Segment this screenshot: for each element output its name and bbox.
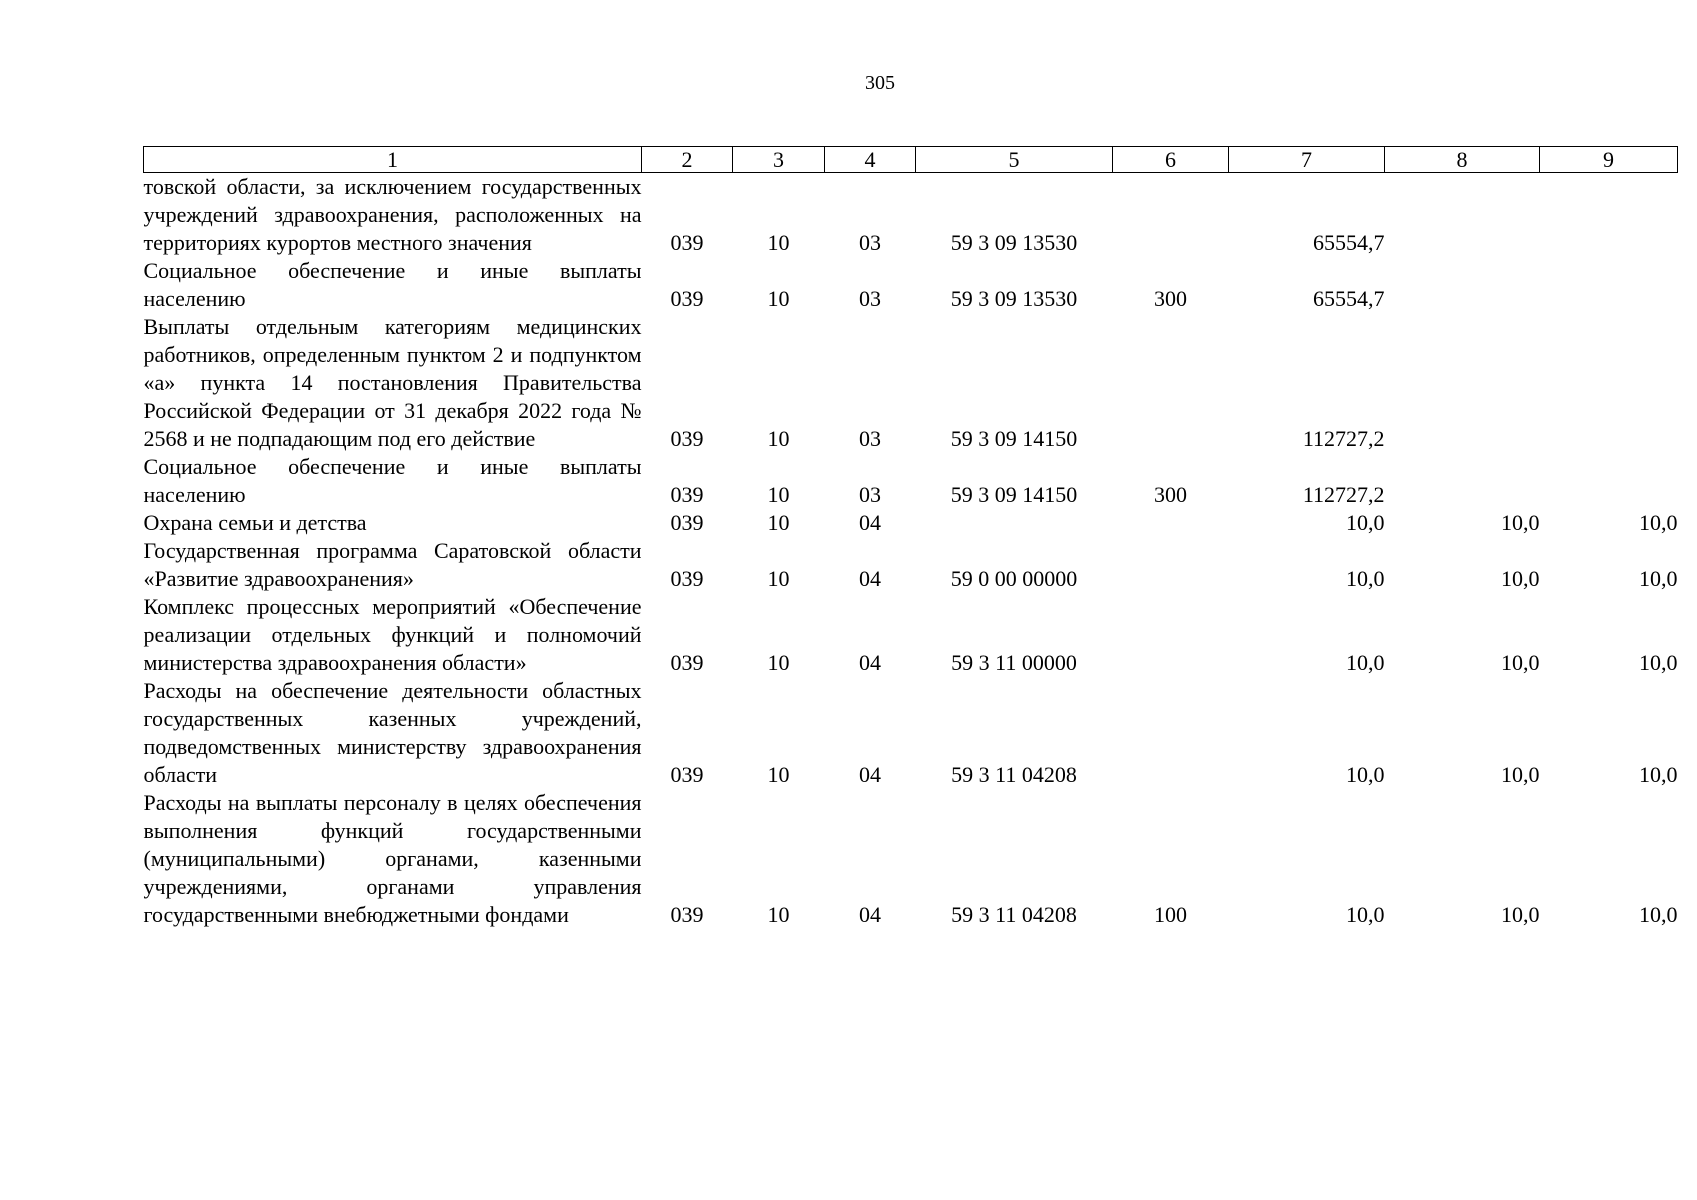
- section-code: 10: [767, 286, 790, 311]
- section-code: 10: [767, 566, 790, 591]
- header-col-8: 8: [1385, 147, 1540, 173]
- amount-col-9: 10,0: [1639, 902, 1678, 927]
- expense-type: [1113, 509, 1229, 537]
- table-row: [144, 257, 1678, 313]
- row-description: Расходы на выплаты персоналу в целях обеспечения выполнения функций государственными (муниципальными) органами, казенными учреждениями, органами управления государственными внебюджетными фондами: [143, 790, 642, 927]
- header-col-7: 7: [1229, 147, 1385, 173]
- amount-col-8: [1385, 173, 1540, 258]
- table-row: [144, 173, 1678, 258]
- header-col-4: 4: [825, 147, 916, 173]
- page-number: 305: [865, 72, 895, 94]
- header-col-3: 3: [733, 147, 825, 173]
- ministry-code: 039: [670, 230, 704, 255]
- expense-type: 100: [1154, 902, 1187, 927]
- section-code: 10: [767, 902, 790, 927]
- header-col-2: 2: [642, 147, 733, 173]
- target-article: 59 3 11 04208: [951, 902, 1077, 927]
- table-row: [144, 509, 1678, 537]
- section-code: 10: [767, 510, 790, 535]
- row-description: Выплаты отдельным категориям медицинских работников, определенным пунктом 2 и подпунктом «а» пункта 14 постановления Правительства Российской Федерации от 31 декабря 2022 года № 2568 и не подпадающим под его действие: [143, 314, 642, 451]
- ministry-code: 039: [670, 650, 704, 675]
- amount-col-9: 10,0: [1639, 510, 1678, 535]
- header-col-5: 5: [916, 147, 1113, 173]
- ministry-code: 039: [670, 902, 704, 927]
- subsection-code: 04: [859, 650, 881, 675]
- expense-type: [1113, 677, 1229, 789]
- ministry-code: 039: [670, 286, 704, 311]
- expense-type: 300: [1154, 286, 1187, 311]
- section-code: 10: [767, 650, 790, 675]
- header-row: [144, 147, 1678, 173]
- row-description: Охрана семьи и детства: [143, 510, 367, 535]
- amount-col-9: [1540, 313, 1678, 453]
- amount-col-7: 10,0: [1346, 566, 1385, 591]
- target-article: 59 3 09 13530: [950, 230, 1078, 255]
- expense-type: [1113, 593, 1229, 677]
- subsection-code: 03: [859, 230, 881, 255]
- amount-col-8: [1385, 453, 1540, 509]
- subsection-code: 03: [859, 482, 881, 507]
- amount-col-8: [1385, 257, 1540, 313]
- expense-type: 300: [1154, 482, 1187, 507]
- table-row: [144, 677, 1678, 789]
- amount-col-8: 10,0: [1501, 510, 1540, 535]
- section-code: 10: [767, 230, 790, 255]
- row-description: Расходы на обеспечение деятельности областных государственных казенных учреждений, подведомственных министерству здравоохранения области: [143, 678, 642, 787]
- target-article: 59 0 00 00000: [950, 566, 1078, 591]
- expense-type: [1113, 313, 1229, 453]
- amount-col-7: 112727,2: [1302, 482, 1385, 507]
- ministry-code: 039: [670, 510, 704, 535]
- target-article: 59 3 09 14150: [950, 482, 1078, 507]
- amount-col-7: 10,0: [1346, 650, 1385, 675]
- budget-table: [143, 146, 1678, 929]
- amount-col-8: [1385, 313, 1540, 453]
- row-description: Государственная программа Саратовской области «Развитие здравоохранения»: [143, 538, 642, 591]
- header-col-9: 9: [1540, 147, 1678, 173]
- table-row: [144, 789, 1678, 929]
- amount-col-9: 10,0: [1639, 762, 1678, 787]
- subsection-code: 03: [859, 286, 881, 311]
- table-header: [144, 147, 1678, 173]
- amount-col-9: 10,0: [1639, 650, 1678, 675]
- amount-col-7: 10,0: [1346, 902, 1385, 927]
- amount-col-7: 65554,7: [1313, 286, 1385, 311]
- subsection-code: 03: [859, 426, 881, 451]
- amount-col-8: 10,0: [1501, 762, 1540, 787]
- section-code: 10: [767, 482, 790, 507]
- amount-col-8: 10,0: [1501, 650, 1540, 675]
- ministry-code: 039: [670, 566, 704, 591]
- row-description: товской области, за исключением государственных учреждений здравоохранения, расположенных на территориях курортов местного значения: [143, 174, 642, 255]
- amount-col-9: 10,0: [1639, 566, 1678, 591]
- subsection-code: 04: [859, 902, 881, 927]
- target-article: 59 3 11 00000: [951, 650, 1077, 675]
- amount-col-9: [1540, 173, 1678, 258]
- expense-type: [1113, 537, 1229, 593]
- expense-type: [1113, 173, 1229, 258]
- target-article: 59 3 09 13530: [950, 286, 1078, 311]
- amount-col-9: [1540, 257, 1678, 313]
- section-code: 10: [767, 762, 790, 787]
- ministry-code: 039: [670, 426, 704, 451]
- table-row: [144, 313, 1678, 453]
- header-col-1: 1: [144, 147, 642, 173]
- subsection-code: 04: [859, 510, 881, 535]
- table-row: [144, 537, 1678, 593]
- subsection-code: 04: [859, 566, 881, 591]
- table-row: [144, 453, 1678, 509]
- amount-col-8: 10,0: [1501, 902, 1540, 927]
- amount-col-9: [1540, 453, 1678, 509]
- amount-col-7: 10,0: [1346, 762, 1385, 787]
- table-body: [144, 173, 1678, 930]
- section-code: 10: [767, 426, 790, 451]
- row-description: Социальное обеспечение и иные выплаты населению: [143, 454, 642, 507]
- amount-col-7: 10,0: [1346, 510, 1385, 535]
- amount-col-8: 10,0: [1501, 566, 1540, 591]
- target-article: [916, 509, 1113, 537]
- row-description: Социальное обеспечение и иные выплаты населению: [143, 258, 642, 311]
- ministry-code: 039: [670, 482, 704, 507]
- subsection-code: 04: [859, 762, 881, 787]
- amount-col-7: 65554,7: [1313, 230, 1385, 255]
- ministry-code: 039: [670, 762, 704, 787]
- target-article: 59 3 11 04208: [951, 762, 1077, 787]
- amount-col-7: 112727,2: [1302, 426, 1385, 451]
- table-row: [144, 593, 1678, 677]
- row-description: Комплекс процессных мероприятий «Обеспечение реализации отдельных функций и полномочий министерства здравоохранения области»: [143, 594, 642, 675]
- target-article: 59 3 09 14150: [950, 426, 1078, 451]
- header-col-6: 6: [1113, 147, 1229, 173]
